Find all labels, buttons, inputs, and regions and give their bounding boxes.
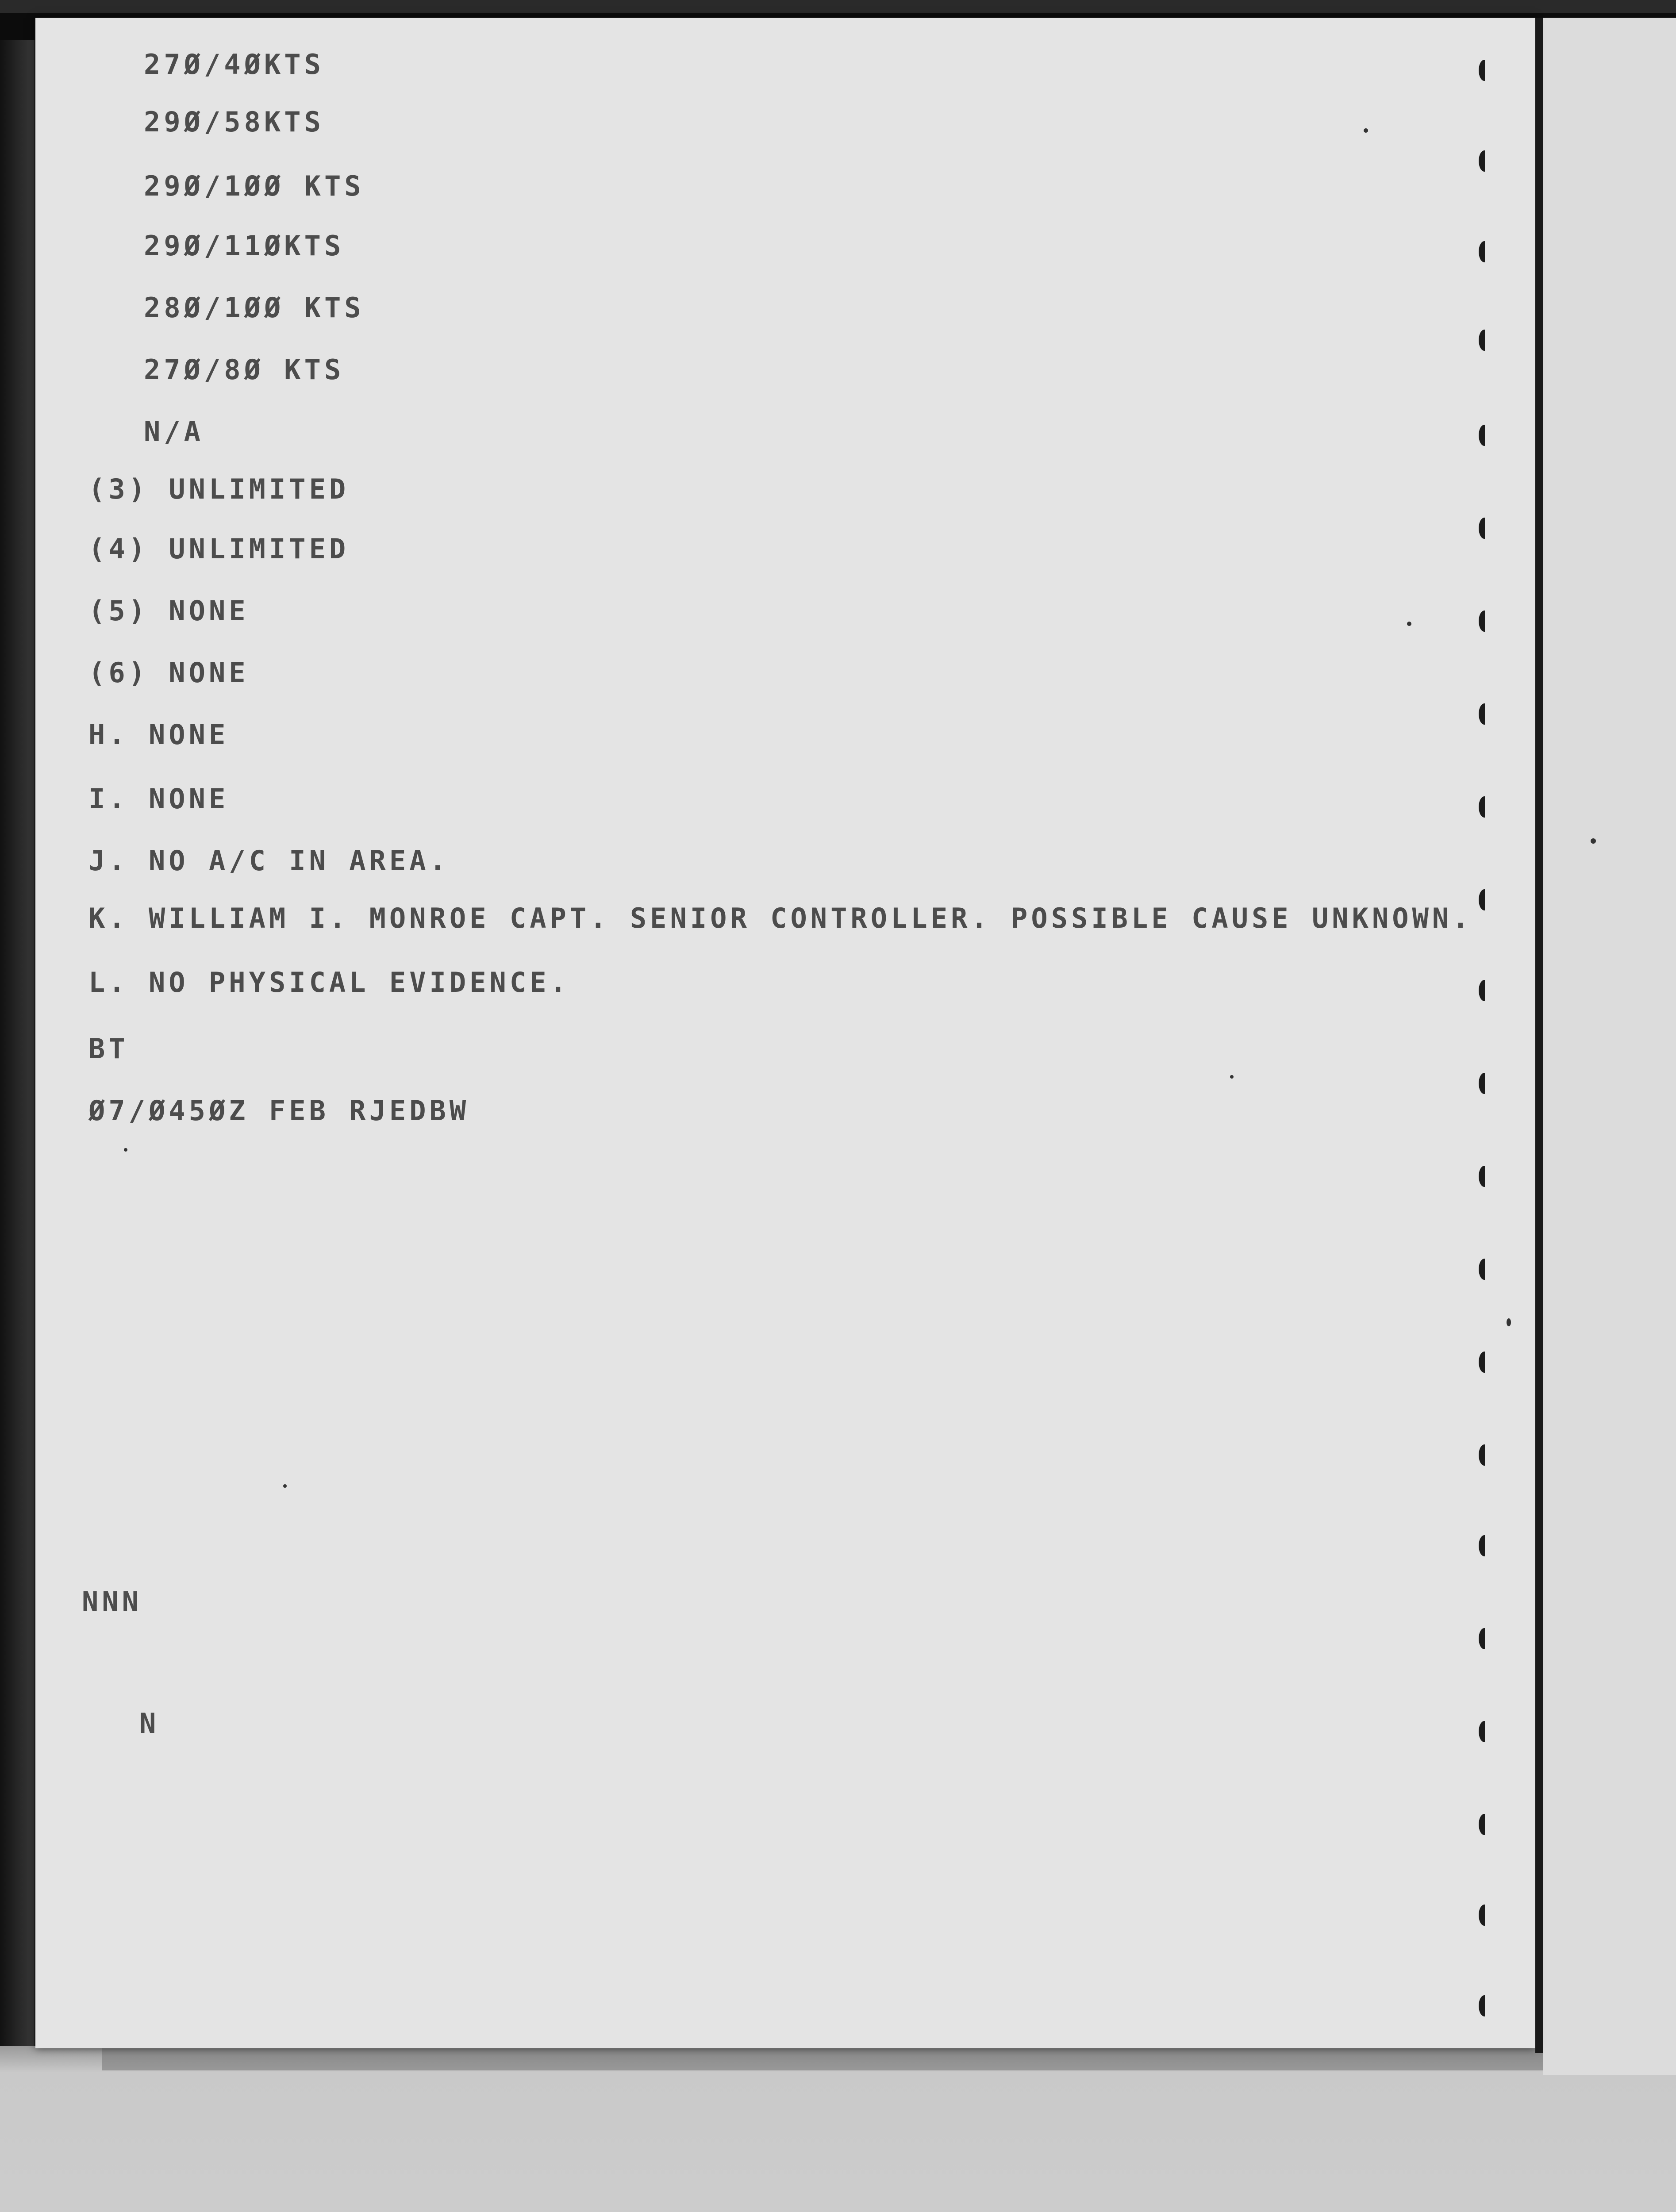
film-speck [124,1148,127,1152]
text-line: (3) UNLIMITED [88,473,350,505]
text-line: L. NO PHYSICAL EVIDENCE. [88,966,570,998]
sprocket-hole [1479,889,1490,910]
film-frame-top [0,0,1676,13]
sprocket-hole [1479,60,1490,81]
sprocket-hole [1479,1073,1490,1094]
text-line: (4) UNLIMITED [88,533,350,565]
text-line: 29Ø/11ØKTS [144,230,345,262]
sprocket-hole [1479,1628,1490,1649]
text-line: (5) NONE [88,595,249,627]
text-line: K. WILLIAM I. MONROE CAPT. SENIOR CONTROLLER. POSSIBLE CAUSE UNKNOWN. [88,902,1472,934]
text-line: 27Ø/8Ø KTS [144,353,345,386]
sprocket-hole [1479,611,1490,632]
sprocket-hole [1479,1905,1490,1926]
sprocket-hole [1479,150,1490,172]
sprocket-hole [1479,703,1490,725]
sprocket-hole [1479,518,1490,539]
text-line: 28Ø/1ØØ KTS [144,292,365,324]
sprocket-hole [1479,241,1490,262]
page-shadow [102,2048,1544,2070]
text-line: I. NONE [88,783,229,815]
text-line: 29Ø/1ØØ KTS [144,170,365,202]
film-speck [1407,622,1411,626]
film-speck [1230,1075,1234,1079]
film-speck [1591,838,1596,844]
right-margin [1543,18,1676,2075]
text-line: N/A [144,415,204,448]
text-line: Ø7/Ø45ØZ FEB RJEDBW [88,1094,470,1127]
film-speck [1507,1318,1511,1326]
sprocket-hole [1479,1259,1490,1280]
backing-sheet [0,2046,1676,2212]
text-line: N [139,1707,160,1740]
sprocket-hole [1479,1721,1490,1742]
text-line: H. NONE [88,718,229,751]
sprocket-hole [1479,1995,1490,2016]
text-line: (6) NONE [88,657,249,689]
sprocket-hole [1479,1444,1490,1466]
text-line: 29Ø/58KTS [144,106,324,138]
sprocket-hole [1479,1352,1490,1373]
text-line: NNN [82,1586,142,1618]
sprocket-hole [1479,425,1490,446]
sprocket-hole [1479,980,1490,1001]
sprocket-hole [1479,796,1490,818]
text-line: J. NO A/C IN AREA. [88,845,450,877]
sprocket-hole [1479,1166,1490,1187]
film-speck [283,1484,287,1488]
film-frame-left [0,40,35,2048]
sprocket-hole [1479,330,1490,351]
film-speck [1364,128,1368,133]
sprocket-hole [1479,1535,1490,1556]
sprocket-hole [1479,1814,1490,1835]
text-line: 27Ø/4ØKTS [144,48,324,81]
text-line: BT [88,1033,129,1065]
tractor-feed-edge [1535,18,1543,2053]
